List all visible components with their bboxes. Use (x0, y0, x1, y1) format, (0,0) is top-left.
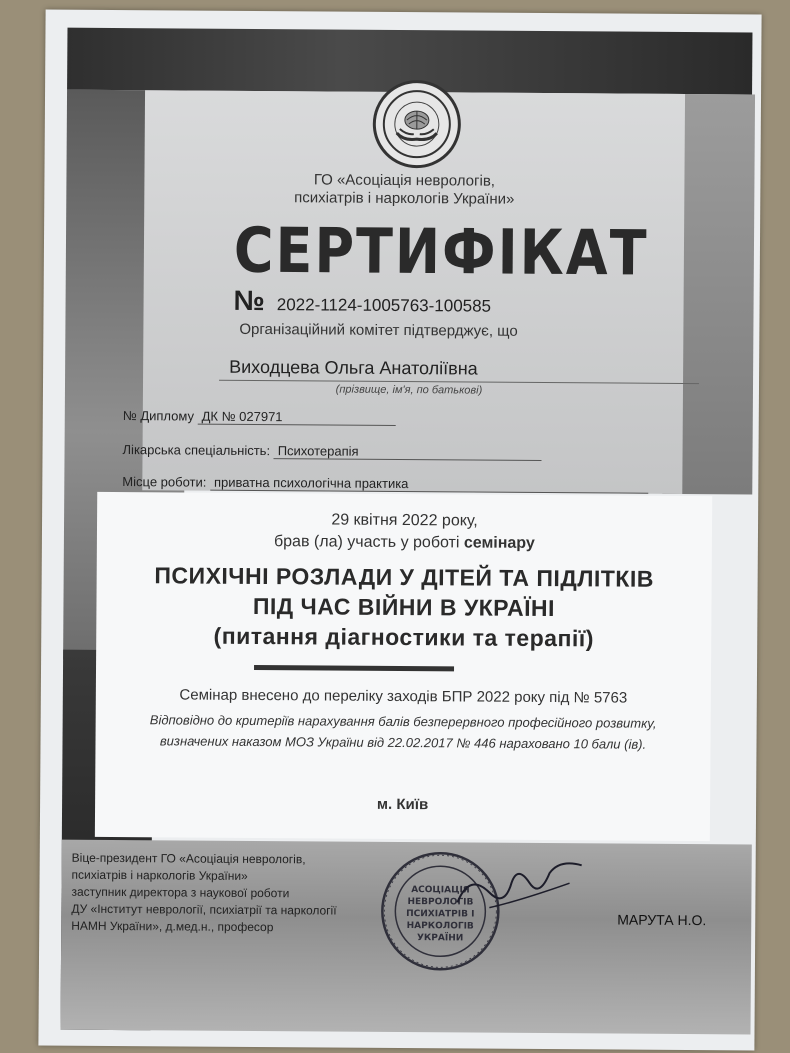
workplace-field (122, 474, 648, 494)
criteria-text (95, 709, 710, 755)
certificate-paper (38, 10, 761, 1051)
signatory-line1: Віце-президент ГО «Асоціація неврологів, (71, 850, 306, 867)
specialty-value: Психотерапія (274, 443, 542, 461)
brain-hands-emblem-icon (382, 89, 452, 159)
certificate-title: СЕРТИФІКАТ (233, 214, 649, 290)
seminar-title-line1: ПСИХІЧНІ РОЗЛАДИ У ДІТЕЙ ТА ПІДЛІТКІВ (154, 562, 654, 592)
seminar-title-line2: ПІД ЧАС ВІЙНИ В УКРАЇНІ (252, 592, 556, 622)
stamp-line5: УКРАЇНИ (416, 933, 464, 944)
city: м. Київ (376, 795, 429, 814)
organization-line2: психіатрів і наркологів України» (294, 189, 515, 208)
specialty-field (122, 442, 541, 461)
stamp-line4: НАРКОЛОГІВ (406, 921, 474, 932)
criteria-line1: Відповідно до критеріїв нарахування балів безперервного професійного розвитку, (149, 712, 657, 731)
seminar-title-line3: (питання діагностики та терапії) (213, 622, 594, 652)
bpr-text: Семінар внесено до переліку заходів БПР 2022 року під № 5763 (179, 686, 628, 707)
organization-name (254, 171, 554, 209)
specialty-label: Лікарська спеціальність: (122, 442, 271, 459)
signatory-line2: психіатрів і наркологів України» (71, 867, 248, 883)
fullname-hint: (прізвище, ім'я, по батькові) (335, 383, 483, 397)
confirm-text: Організаційний комітет підтверджує, що (239, 320, 518, 340)
criteria-line2: визначених наказом МОЗ України від 22.02.2017 № 446 нараховано 10 бали (ів). (159, 733, 647, 752)
signatory-line3: заступник директора з наукової роботи (71, 884, 290, 901)
diploma-label: № Диплому (122, 408, 195, 424)
signatory-name: МАРУТА Н.О. (617, 911, 707, 929)
seminar-title (96, 560, 712, 654)
stamp-line3: ПСИХІАТРІВ І (406, 909, 475, 920)
participation-prefix: брав (ла) участь у роботі (273, 533, 460, 552)
signatory-line4: ДУ «Інститут неврології, психіатрії та наркології (71, 901, 337, 918)
event-date: 29 квітня 2022 року, (331, 511, 478, 530)
recipient-fullname: Виходцева Ольга Анатоліївна (219, 357, 699, 384)
association-logo (373, 80, 462, 169)
certificate-number-row (233, 285, 633, 320)
stamp-line2: НЕВРОЛОГІВ (407, 897, 474, 908)
stamp-line1: АСОЦІАЦІЯ (411, 885, 470, 896)
workplace-value: приватна психологічна практика (210, 475, 648, 494)
participation-type: семінару (463, 534, 535, 552)
diploma-field (123, 408, 396, 426)
diploma-value: ДК № 027971 (198, 409, 396, 426)
certificate-number: 2022-1124-1005763-100585 (276, 295, 492, 316)
handwritten-signature (449, 852, 589, 923)
signatory-position (71, 850, 372, 937)
signatory-line5: НАМН України», д.мед.н., професор (71, 918, 274, 935)
number-sign: № (233, 284, 265, 317)
organization-line1: ГО «Асоціація неврологів, (313, 171, 496, 190)
workplace-label: Місце роботи: (122, 474, 207, 490)
